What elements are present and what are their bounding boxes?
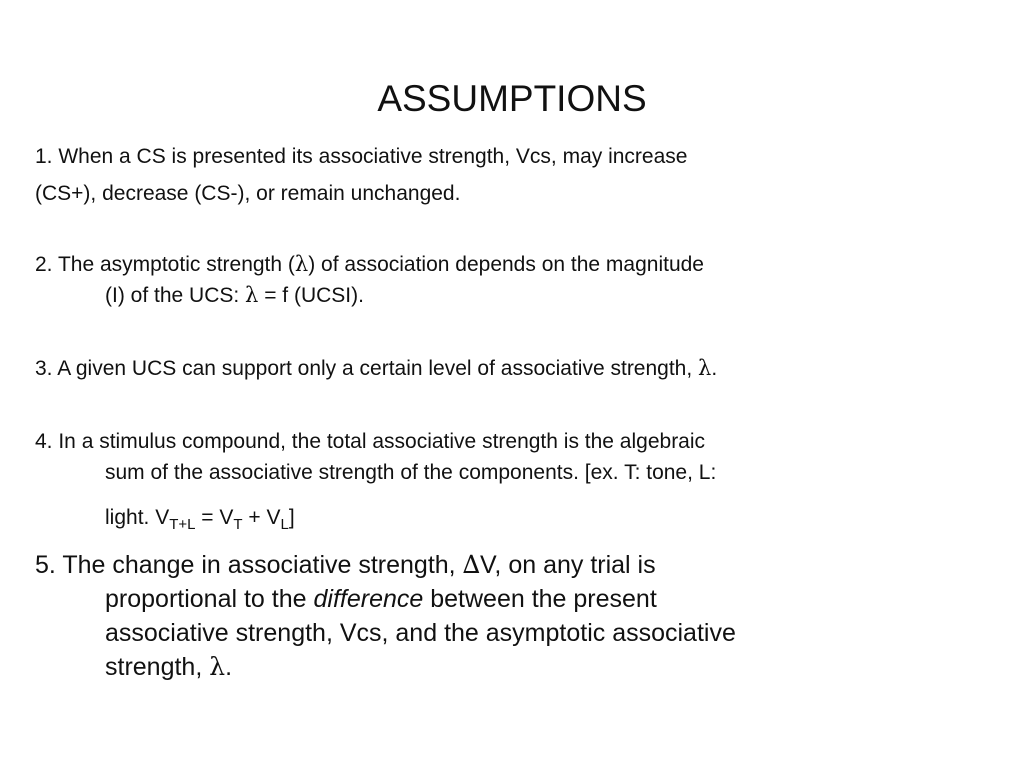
difference-emphasis: difference (313, 585, 424, 613)
assumption-2-text-a: 2. The asymptotic strength ( (35, 253, 295, 276)
assumption-2-line-2 (35, 280, 865, 311)
subscript-l: L (280, 516, 289, 533)
assumption-3 (35, 353, 865, 384)
assumption-3-text-b: . (711, 357, 718, 380)
assumption-4-equation (35, 502, 865, 533)
lambda-symbol: λ (294, 252, 309, 276)
equation-close: ] (288, 506, 295, 529)
delta-symbol: ∆ (462, 550, 481, 579)
equation-light: light. V (105, 506, 170, 529)
assumption-2-text-c: (I) of the UCS: (105, 284, 246, 307)
assumption-4-line-1: 4. In a stimulus compound, the total associative strength is the algebraic (35, 430, 706, 453)
assumption-1 (35, 138, 865, 212)
assumption-5-line-1 (35, 548, 895, 582)
assumption-2-line-1 (35, 249, 865, 280)
subscript-t-plus-l: T+L (169, 516, 196, 533)
assumption-5-text-b: V, on any trial is (480, 551, 656, 579)
assumption-2-text-b: ) of association depends on the magnitude (308, 253, 704, 276)
assumption-5-text-f: . (225, 653, 233, 681)
assumption-4-line-2: sum of the associative strength of the components. [ex. T: tone, L: (105, 461, 717, 484)
assumption-5-line-3: associative strength, Vcs, and the asymptotic associative (105, 619, 736, 647)
subscript-t: T (233, 516, 243, 533)
lambda-symbol: λ (245, 283, 259, 307)
lambda-symbol: λ (698, 356, 712, 380)
assumption-1-line-1: 1. When a CS is presented its associative strength, Vcs, may increase (35, 145, 688, 168)
assumption-5-text-e: strength, (105, 653, 210, 681)
slide-title: ASSUMPTIONS (377, 78, 647, 119)
assumption-1-line-2: (CS+), decrease (CS-), or remain unchanged. (35, 182, 461, 205)
equation-plus: + V (242, 506, 281, 529)
assumption-3-text-a: 3. A given UCS can support only a certain level of associative strength, (35, 357, 699, 380)
assumption-4 (35, 426, 865, 533)
assumption-5-line-2 (35, 582, 895, 616)
equation-equals: = V (195, 506, 234, 529)
assumption-3-line-1 (35, 353, 865, 384)
assumption-5-text-d: between the present (423, 585, 657, 613)
lambda-symbol: λ (209, 652, 226, 681)
assumption-5-text-a: 5. The change in associative strength, (35, 551, 463, 579)
assumption-5-line-4 (35, 650, 895, 684)
assumption-2 (35, 249, 865, 311)
assumption-5 (35, 548, 895, 684)
assumption-5-text-c: proportional to the (105, 585, 314, 613)
assumption-2-text-d: = f (UCSI). (258, 284, 364, 307)
